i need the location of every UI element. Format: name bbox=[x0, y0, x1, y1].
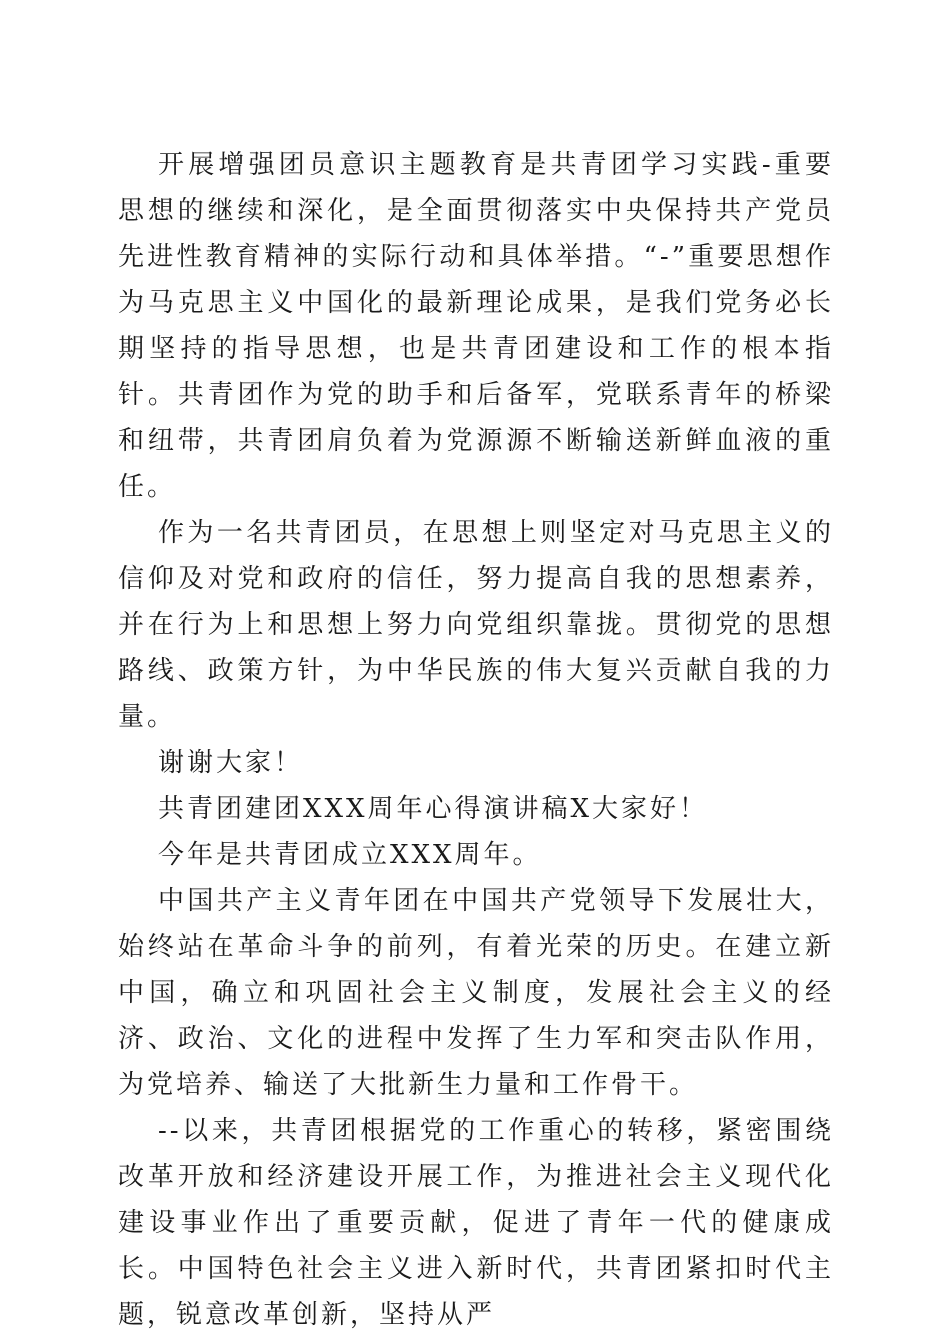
paragraph-history: 中国共产主义青年团在中国共产党领导下发展壮大，始终站在革命斗争的前列，有着光荣的历史。在建立新中国，确立和巩固社会主义制度，发展社会主义的经济、政治、文化的进程中发挥了生力军和突击队作用，为党培养、输送了大批新生力量和工作骨干。 bbox=[118, 886, 834, 1100]
paragraph-anniversary: 今年是共青团成立XXX周年。 bbox=[158, 840, 542, 870]
paragraph-intro: 开展增强团员意识主题教育是共青团学习实践-重要思想的继续和深化，是全面贯彻落实中央保持共产党员先进性教育精神的实际行动和具体举措。“-”重要思想作为马克思主义中国化的最新理论成果，是我们党务必长期坚持的指导思想，也是共青团建设和工作的根本指针。共青团作为党的助手和后备军，党联系青年的桥梁和纽带，共青团肩负着为党源源不断输送新鲜血液的重任。 bbox=[118, 150, 834, 502]
paragraph-thanks: 谢谢大家！ bbox=[158, 748, 304, 778]
paragraph-reform: --以来，共青团根据党的工作重心的转移，紧密围绕改革开放和经济建设开展工作，为推进社会主义现代化建设事业作出了重要贡献，促进了青年一代的健康成长。中国特色社会主义进入新时代，共青团紧扣时代主题，锐意改革创新，坚持从严 bbox=[118, 1116, 834, 1330]
paragraph-speech-title: 共青团建团XXX周年心得演讲稿X大家好！ bbox=[158, 794, 709, 824]
paragraph-member-belief: 作为一名共青团员，在思想上则坚定对马克思主义的信仰及对党和政府的信任，努力提高自我的思想素养，并在行为上和思想上努力向党组织靠拢。贯彻党的思想路线、政策方针，为中华民族的伟大复兴贡献自我的力量。 bbox=[118, 518, 834, 732]
document-body bbox=[118, 142, 834, 1338]
